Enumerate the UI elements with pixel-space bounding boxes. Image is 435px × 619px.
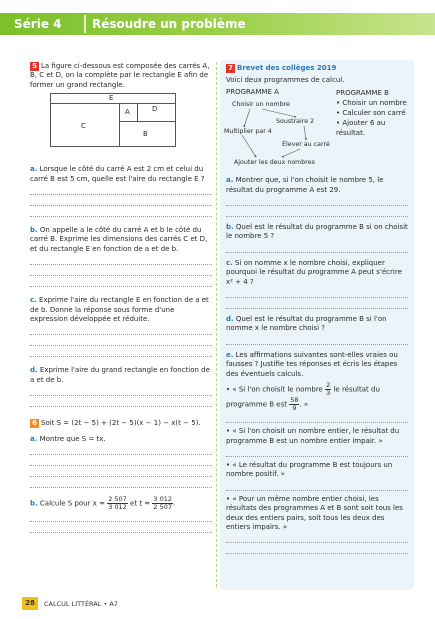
answer-line[interactable]	[30, 385, 212, 396]
answer-line[interactable]	[30, 511, 212, 522]
exercise-6-intro: 6 Soit S = (2t − 5) + (2t − 5)(x − 1) − x(t − 5).	[30, 419, 212, 428]
answer-line[interactable]	[30, 455, 212, 466]
answer-line[interactable]	[30, 466, 212, 477]
answer-line[interactable]	[226, 480, 408, 491]
affirmation-4: • « Pour un même nombre entier choisi, les résultats des programmes A et B sont soit tous les deux des entiers pairs, soit tous les deux des entiers impairs. »	[226, 494, 403, 531]
affirmation-1: • « Si l'on choisit le nombre $\frac{2}{3}$ le résultat du programme B est $\frac{58}{9}$ . »	[226, 381, 380, 413]
answer-line[interactable]	[30, 396, 212, 407]
exercise-7-header	[226, 64, 408, 73]
column-separator	[216, 62, 217, 587]
figure-line	[137, 103, 138, 121]
answer-line[interactable]	[30, 477, 212, 488]
figure-line	[119, 103, 120, 146]
squares-figure	[50, 93, 176, 147]
exercise-7-question-d: d. Quel est le résultat du programme B si l'on nomme x le nombre choisi ?	[226, 315, 387, 333]
exam-source: Brevet des collèges 2019	[237, 64, 337, 72]
step-square: Élever au carré	[282, 141, 330, 149]
program-a-diagram	[226, 97, 336, 171]
step-add: Ajouter les deux nombres	[234, 159, 315, 167]
answer-line[interactable]	[30, 335, 212, 346]
exercise-7-question-b: b. Quel est le résultat du programme B si on choisit le nombre 5 ?	[226, 223, 408, 241]
page-number: 28	[22, 597, 38, 610]
exercise-7-intro: Voici deux programmes de calcul.	[226, 76, 345, 85]
exercise-6-number: 6	[30, 419, 39, 428]
answer-line[interactable]	[226, 334, 408, 345]
exercise-5-question-c: c. Exprime l'aire du rectangle E en fonction de a et de b. Donne la réponse sous forme d'une expression développée et réduite.	[30, 296, 209, 324]
fraction-two-thirds: $\frac{2}{3}$	[326, 381, 331, 398]
figure-line	[51, 103, 175, 104]
label-c: C	[81, 122, 86, 131]
answer-line[interactable]	[30, 444, 212, 455]
footer-chapter: CALCUL LITTÉRAL • A7	[44, 600, 118, 608]
answer-line[interactable]	[30, 265, 212, 276]
program-b-step: • Calculer son carré	[336, 108, 406, 117]
exercise-6-question-a: a. Montre que S = tx.	[30, 434, 106, 443]
label-e: E	[109, 94, 114, 103]
exercise-5-intro: 5 La figure ci-dessous est composée des carrés A, B, C et D, on la complète par le rectangle E afin de former un grand rectangle.	[30, 62, 210, 89]
answer-line[interactable]	[30, 276, 212, 287]
label-d: D	[152, 105, 158, 114]
answer-line[interactable]	[30, 195, 212, 206]
exercise-7-question-e: e. Les affirmations suivantes sont-elles vraies ou fausses ? Justifie tes réponses et écris les étapes des éventuels calculs.	[226, 350, 398, 378]
affirmation-3: • « Le résultat du programme B est toujours un nombre positif. »	[226, 460, 393, 479]
answer-line[interactable]	[30, 346, 212, 357]
answer-line[interactable]	[226, 287, 408, 298]
page-header	[0, 0, 435, 40]
figure-line	[119, 121, 175, 122]
answer-line[interactable]	[226, 532, 408, 543]
step-multiply: Multiplier par 4	[224, 128, 272, 136]
answer-line[interactable]	[30, 206, 212, 217]
answer-line[interactable]	[226, 412, 408, 423]
answer-line[interactable]	[30, 254, 212, 265]
program-b-step: • Ajouter 6 au résultat.	[336, 118, 386, 137]
program-a	[226, 88, 336, 171]
exercise-7-question-a: a. Montrer que, si l'on choisit le nombre 5, le résultat du programme A est 29.	[226, 176, 384, 194]
header-separator	[84, 15, 86, 33]
programs	[226, 88, 408, 171]
fraction-x: $\frac{2 507}{3 012}$	[108, 495, 127, 512]
program-b-step: • Choisir un nombre	[336, 98, 407, 107]
answer-line[interactable]	[226, 195, 408, 206]
program-b	[336, 88, 408, 171]
series-label: Série 4	[14, 17, 62, 31]
label-b: B	[143, 130, 148, 139]
left-column	[30, 62, 212, 533]
step-choose: Choisir un nombre	[232, 101, 290, 109]
answer-line[interactable]	[30, 324, 212, 335]
exercise-5-question-b: b. On appelle a le côté du carré A et b le côté du carré B. Exprime les dimensions des carrés C et D, et du rectangle E en fonction de a et de b.	[30, 226, 208, 253]
fraction-58-9: $\frac{58}{9}$	[290, 396, 299, 413]
exercise-7-number: 7	[226, 64, 235, 73]
answer-line[interactable]	[226, 446, 408, 457]
exercise-5-question-d: d. Exprime l'aire du grand rectangle en fonction de a et de b.	[30, 366, 210, 384]
program-b-title: PROGRAMME B	[336, 88, 389, 97]
label-a: A	[125, 108, 130, 117]
exercise-6-question-b: b. Calcule S pour x = $\frac{2 507}{3 012}$ et t = $\frac{3 012}{2 507}$ .	[30, 495, 176, 512]
step-subtract: Soustraire 2	[276, 118, 315, 126]
answer-line[interactable]	[226, 206, 408, 217]
program-a-title: PROGRAMME A	[226, 87, 279, 96]
affirmation-2: • « Si l'on choisit un nombre entier, le résultat du programme B est un nombre entier impair. »	[226, 427, 400, 445]
answer-line[interactable]	[226, 298, 408, 309]
fraction-t: $\frac{3 012}{2 507}$	[153, 495, 173, 512]
exercise-7-question-c: c. Si on nomme x le nombre choisi, expliquer pourquoi le résultat du programme A peut s'écrire x² + 4 ?	[226, 258, 402, 286]
answer-line[interactable]	[30, 184, 212, 195]
answer-line[interactable]	[226, 242, 408, 253]
page-title: Résoudre un problème	[92, 17, 246, 31]
answer-line[interactable]	[30, 522, 212, 533]
answer-line[interactable]	[226, 543, 408, 554]
right-column-panel	[220, 60, 414, 590]
exercise-5-number: 5	[30, 62, 39, 71]
exercise-5-question-a: a. Lorsque le côté du carré A est 2 cm et celui du carré B est 5 cm, quelle est l'aire du rectangle E ?	[30, 165, 205, 183]
